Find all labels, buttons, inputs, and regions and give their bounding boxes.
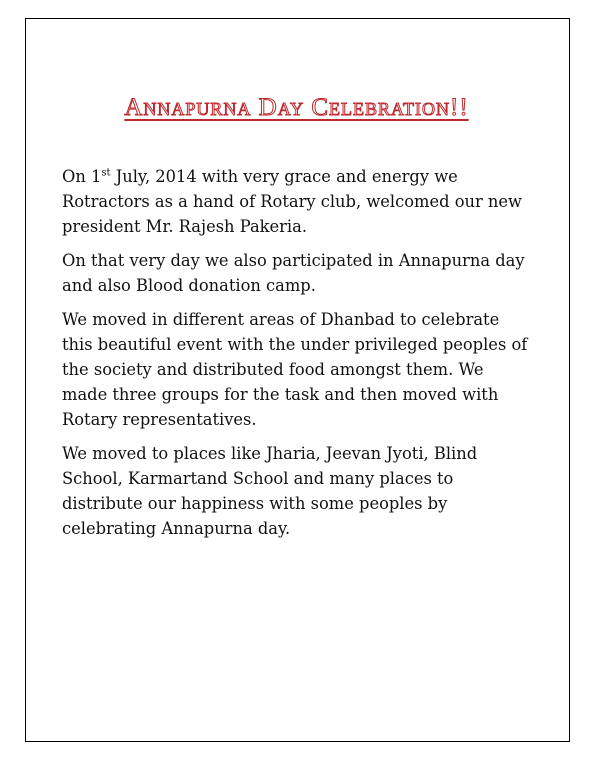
ordinal-suffix: st	[101, 167, 111, 179]
paragraph-1-rest: July, 2014 with very grace and energy we Rotractors as a hand of Rotary club, welcomed our new president Mr. Rajesh Pakeria.	[62, 167, 522, 236]
article-body	[62, 164, 532, 550]
paragraph-1-start: On 1	[62, 167, 102, 186]
paragraph-1	[62, 164, 532, 239]
paragraph-2: On that very day we also participated in Annapurna day and also Blood donation camp.	[62, 251, 525, 295]
paragraph-4: We moved to places like Jharia, Jeevan Jyoti, Blind School, Karmartand School and many places to distribute our happiness with some peoples by celebrating Annapurna day.	[62, 444, 478, 538]
paragraph-3: We moved in different areas of Dhanbad to celebrate this beautiful event with the under privileged peoples of the society and distributed food amongst them. We made three groups for the task and then moved with Rotary representatives.	[62, 310, 528, 429]
page-title: Annapurna Day Celebration!!	[124, 94, 469, 121]
